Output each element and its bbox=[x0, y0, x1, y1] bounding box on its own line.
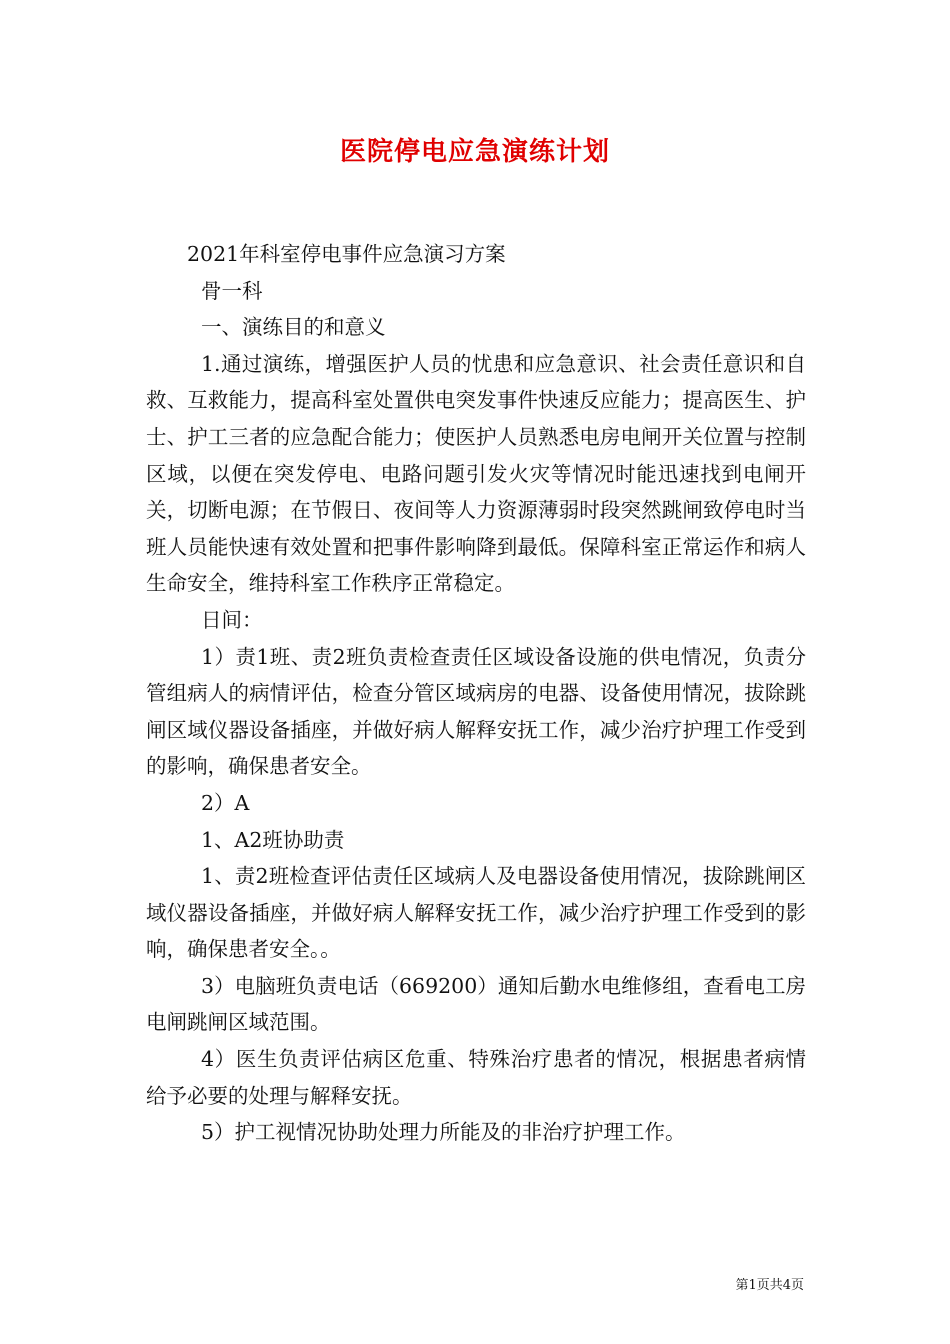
item-2-line: 2）A bbox=[201, 790, 250, 815]
section-heading: 一、演练目的和意义 bbox=[201, 315, 386, 340]
purpose-paragraph: 1.通过演练，增强医护人员的忧患和应急意识、社会责任意识和自救、互救能力，提高科室处置供电突发事件快速反应能力；提高医生、护士、护工三者的应急配合能力；使医护人员熟悉电房电闸开关位置与控制区域，以便在突发停电、电路问题引发火灾等情况时能迅速找到电闸开关，切断电源；在节假日、夜间等人力资源薄弱时段突然跳闸致停电时当班人员能快速有效处置和把事件影响降到最低。保障科室正常运作和病人生命安全，维持科室工作秩序正常稳定。 bbox=[146, 351, 806, 596]
plan-heading: 2021年科室停电事件应急演习方案 bbox=[187, 242, 506, 266]
item-5-paragraph: 5）护工视情况协助处理力所能及的非治疗护理工作。 bbox=[201, 1120, 686, 1145]
document-title: 医院停电应急演练计划 bbox=[339, 137, 610, 167]
document-body bbox=[146, 236, 806, 1151]
daytime-heading: 日间： bbox=[201, 607, 263, 632]
department-line: 骨一科 bbox=[201, 278, 263, 303]
item-1-paragraph: 1）责1班、责2班负责检查责任区域设备设施的供电情况，负责分管组病人的病情评估，检查分管区域病房的电器、设备使用情况，拔除跳闸区域仪器设备插座，并做好病人解释安抚工作，减少治疗护理工作受到的影响，确保患者安全。 bbox=[146, 644, 806, 779]
item-2-sub-line: 1、A2班协助责 bbox=[201, 827, 345, 852]
item-2-paragraph: 1、责2班检查评估责任区域病人及电器设备使用情况，拔除跳闸区域仪器设备插座，并做好病人解释安抚工作，减少治疗护理工作受到的影响，确保患者安全。。 bbox=[146, 864, 806, 962]
item-4-paragraph: 4）医生负责评估病区危重、特殊治疗患者的情况，根据患者病情给予必要的处理与解释安抚。 bbox=[146, 1047, 806, 1108]
item-3-paragraph: 3）电脑班负责电话（669200）通知后勤水电维修组，查看电工房电闸跳闸区域范围。 bbox=[146, 973, 806, 1035]
page-number: 第1页共4页 bbox=[735, 1278, 804, 1293]
